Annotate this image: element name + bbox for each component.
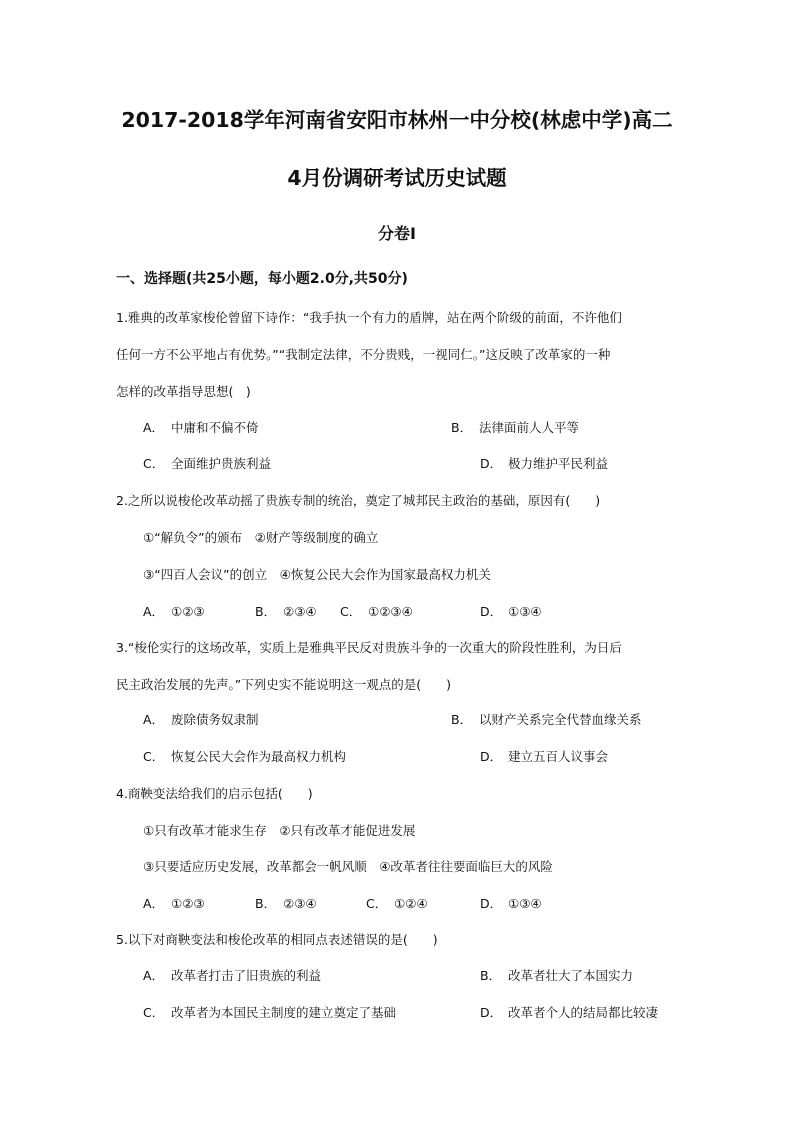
- option-text: 废除债务奴隶制: [171, 712, 259, 727]
- question-2-item-line-2: ③“四百人会议”的创立 ④恢复公民大会作为国家最高权力机关: [143, 567, 491, 582]
- question-4-option-d[interactable]: [480, 895, 542, 913]
- exam-title-line-1: 2017-2018学年河南省安阳市林州一中分校(林虑中学)高二: [121, 108, 673, 132]
- option-text: 极力维护平民利益: [508, 456, 609, 471]
- question-1-option-c[interactable]: [143, 455, 271, 473]
- option-text: ①②③④: [368, 604, 413, 619]
- option-letter: B．: [451, 420, 473, 435]
- option-text: ①③④: [508, 896, 542, 911]
- option-text: 改革者个人的结局都比较凄: [508, 1005, 659, 1020]
- option-letter: A．: [143, 712, 165, 727]
- option-text: 改革者打击了旧贵族的利益: [171, 968, 322, 983]
- question-5-option-a[interactable]: [143, 967, 321, 985]
- option-text: ②③④: [283, 604, 317, 619]
- question-3-option-c[interactable]: [143, 748, 346, 766]
- option-letter: C．: [143, 1005, 165, 1020]
- option-letter: D．: [480, 749, 503, 764]
- option-letter: D．: [480, 456, 503, 471]
- option-text: 改革者为本国民主制度的建立奠定了基础: [171, 1005, 397, 1020]
- paper-part-label: 分卷I: [378, 224, 416, 243]
- option-letter: A．: [143, 420, 165, 435]
- option-text: ①②④: [394, 896, 428, 911]
- section-heading: 一、选择题(共25小题，每小题2.0分,共50分): [116, 271, 408, 287]
- exam-title-line-2: 4月份调研考试历史试题: [287, 166, 507, 190]
- option-text: 中庸和不偏不倚: [171, 420, 259, 435]
- question-2-option-a[interactable]: [143, 603, 205, 621]
- option-text: 恢复公民大会作为最高权力机构: [171, 749, 347, 764]
- question-2-option-d[interactable]: [480, 603, 542, 621]
- question-1-text-line-3: 怎样的改革指导思想( ): [116, 384, 251, 399]
- option-letter: D．: [480, 1005, 503, 1020]
- option-letter: C．: [143, 456, 165, 471]
- option-letter: B．: [480, 968, 502, 983]
- question-5-option-c[interactable]: [143, 1004, 396, 1022]
- option-letter: C．: [340, 604, 362, 619]
- option-letter: C．: [366, 896, 388, 911]
- question-2-option-b[interactable]: [255, 603, 317, 621]
- question-2-text-line-1: 2.之所以说梭伦改革动摇了贵族专制的统治，奠定了城邦民主政治的基础，原因有( ): [116, 493, 601, 508]
- question-3-option-b[interactable]: [451, 711, 642, 729]
- question-2-item-line-1: ①“解负令”的颁布 ②财产等级制度的确立: [143, 530, 379, 545]
- option-text: ①③④: [508, 604, 542, 619]
- question-5-option-b[interactable]: [480, 967, 633, 985]
- question-1-option-a[interactable]: [143, 419, 259, 437]
- option-letter: A．: [143, 968, 165, 983]
- question-5-text-line-1: 5.以下对商鞅变法和梭伦改革的相同点表述错误的是( ): [116, 932, 438, 947]
- option-letter: D．: [480, 896, 503, 911]
- question-1-option-b[interactable]: [451, 419, 579, 437]
- option-text: ②③④: [283, 896, 317, 911]
- option-letter: A．: [143, 896, 165, 911]
- question-3-option-a[interactable]: [143, 711, 259, 729]
- option-text: 改革者壮大了本国实力: [508, 968, 634, 983]
- question-3-option-d[interactable]: [480, 748, 608, 766]
- option-letter: B．: [255, 604, 277, 619]
- option-text: 法律面前人人平等: [479, 420, 580, 435]
- option-text: 以财产关系完全代替血缘关系: [479, 712, 642, 727]
- question-4-item-line-1: ①只有改革才能求生存 ②只有改革才能促进发展: [143, 823, 416, 838]
- option-text: ①②③: [171, 604, 205, 619]
- option-letter: D．: [480, 604, 503, 619]
- question-4-option-a[interactable]: [143, 895, 205, 913]
- question-1-text-line-2: 任何一方不公平地占有优势。”“我制定法律，不分贵贱，一视同仁。”这反映了改革家的一种: [116, 347, 611, 362]
- question-4-option-b[interactable]: [255, 895, 317, 913]
- question-1-option-d[interactable]: [480, 455, 608, 473]
- option-text: 建立五百人议事会: [508, 749, 609, 764]
- question-3-text-line-1: 3.“梭伦实行的这场改革，实质上是雅典平民反对贵族斗争的一次重大的阶段性胜利，为日后: [116, 640, 622, 655]
- option-letter: B．: [255, 896, 277, 911]
- question-2-option-c[interactable]: [340, 603, 413, 621]
- option-letter: A．: [143, 604, 165, 619]
- question-5-option-d[interactable]: [480, 1004, 658, 1022]
- question-4-option-c[interactable]: [366, 895, 428, 913]
- option-letter: C．: [143, 749, 165, 764]
- question-3-text-line-2: 民主政治发展的先声。”下列史实不能说明这一观点的是( ): [116, 677, 451, 692]
- option-text: 全面维护贵族利益: [171, 456, 272, 471]
- option-letter: B．: [451, 712, 473, 727]
- question-1-text-line-1: 1.雅典的改革家梭伦曾留下诗作：“我手执一个有力的盾牌，站在两个阶级的前面，不许他们: [116, 310, 622, 325]
- option-text: ①②③: [171, 896, 205, 911]
- question-4-item-line-2: ③只要适应历史发展，改革都会一帆风顺 ④改革者往往要面临巨大的风险: [143, 859, 553, 874]
- question-4-text-line-1: 4.商鞅变法给我们的启示包括( ): [116, 786, 313, 801]
